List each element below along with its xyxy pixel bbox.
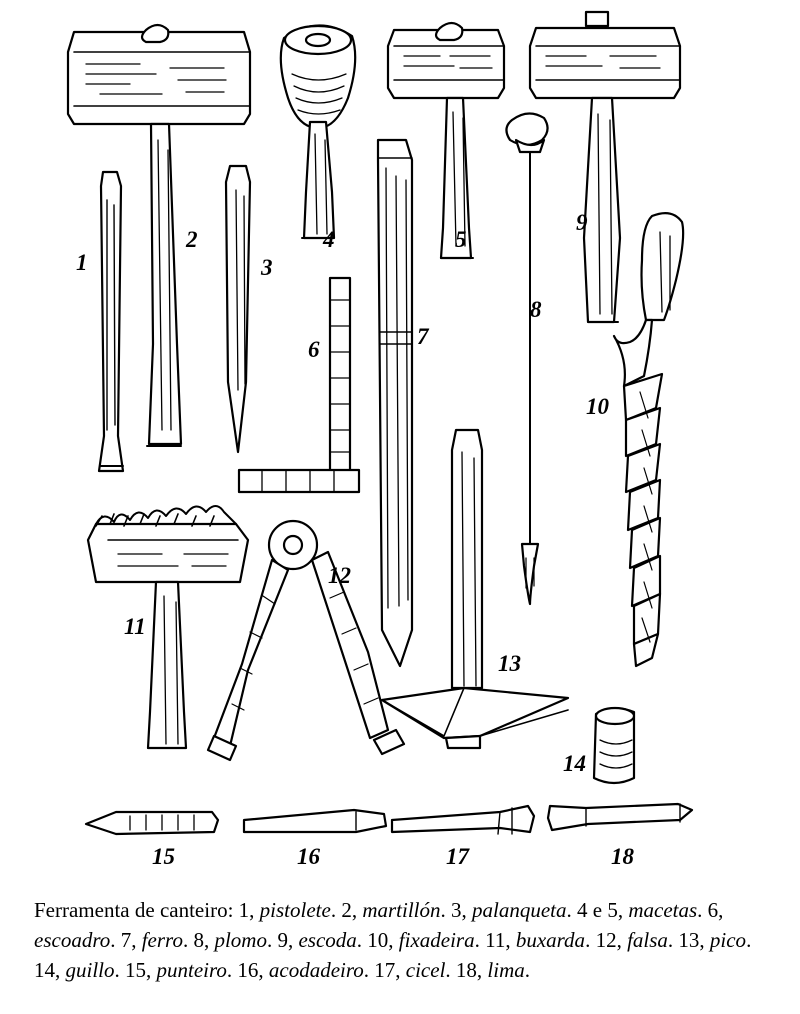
- figure-number-15: 15: [152, 844, 175, 869]
- tool-7-ferro: [378, 140, 412, 666]
- caption-term-15: acodadeiro: [268, 957, 364, 982]
- caption-sep-5: . 7,: [110, 927, 142, 952]
- caption-sep-3: . 4 e 5,: [566, 898, 629, 922]
- caption-term-7: plomo: [214, 927, 267, 952]
- caption-sep-7: . 9,: [266, 927, 299, 952]
- caption-sep-15: . 17,: [363, 957, 406, 982]
- caption-sep-2: . 3,: [440, 898, 472, 922]
- figure-caption: [34, 896, 774, 985]
- caption-term-9: fixadeira: [398, 927, 475, 952]
- figure-number-8: 8: [530, 297, 542, 322]
- caption-lead: Ferramenta de canteiro: 1,: [34, 898, 260, 922]
- tool-15-punteiro: [86, 812, 218, 834]
- caption-term-10: buxarda: [515, 927, 586, 952]
- caption-sep-8: . 10,: [356, 927, 399, 952]
- caption-term-1: pistolete: [259, 898, 331, 922]
- figure-number-5: 5: [455, 227, 467, 252]
- figure-number-6: 6: [308, 337, 320, 362]
- caption-term-13: guillo: [65, 957, 115, 982]
- figure-number-12: 12: [328, 563, 351, 588]
- caption-sep-11: . 13,: [667, 927, 710, 952]
- caption-term-14: punteiro: [156, 957, 227, 982]
- caption-sep-14: . 16,: [226, 957, 269, 982]
- caption-sep-6: . 8,: [182, 927, 215, 952]
- caption-sep-13: . 15,: [114, 957, 157, 982]
- figure-number-10: 10: [586, 394, 609, 419]
- figure-number-16: 16: [297, 844, 320, 869]
- caption-sep-12: . 14,: [34, 927, 752, 982]
- figure-number-4: 4: [323, 227, 335, 252]
- caption-term-11: falsa: [627, 927, 668, 952]
- caption-sep-16: . 18,: [445, 957, 488, 982]
- caption-sep-17: .: [524, 957, 531, 982]
- figure-number-13: 13: [498, 651, 521, 676]
- figure-number-18: 18: [611, 844, 634, 869]
- caption-term-3: palanqueta: [472, 898, 567, 922]
- caption-term-6: ferro: [141, 927, 183, 952]
- tool-14-guillo: [594, 708, 634, 783]
- caption-sep-1: . 2,: [330, 898, 363, 922]
- caption-sep-10: . 12,: [585, 927, 628, 952]
- figure-number-2: 2: [186, 227, 198, 252]
- caption-term-8: escoda: [298, 927, 357, 952]
- caption-term-4: macetas: [628, 898, 698, 922]
- caption-term-17: lima: [487, 957, 525, 982]
- figure-number-9: 9: [576, 210, 588, 235]
- figure-number-3: 3: [261, 255, 273, 280]
- caption-term-5: escoadro: [34, 927, 111, 952]
- caption-term-16: cicel: [405, 957, 446, 982]
- caption-term-2: martillón: [362, 898, 441, 922]
- caption-sep-9: . 11,: [474, 927, 516, 952]
- figure-number-17: 17: [446, 844, 469, 869]
- figure-number-7: 7: [417, 324, 429, 349]
- caption-term-12: pico: [709, 927, 747, 952]
- figure-number-11: 11: [124, 614, 146, 639]
- caption-sep-4: . 6,: [697, 898, 724, 922]
- figure-number-1: 1: [76, 250, 88, 275]
- figure-number-14: 14: [563, 751, 586, 776]
